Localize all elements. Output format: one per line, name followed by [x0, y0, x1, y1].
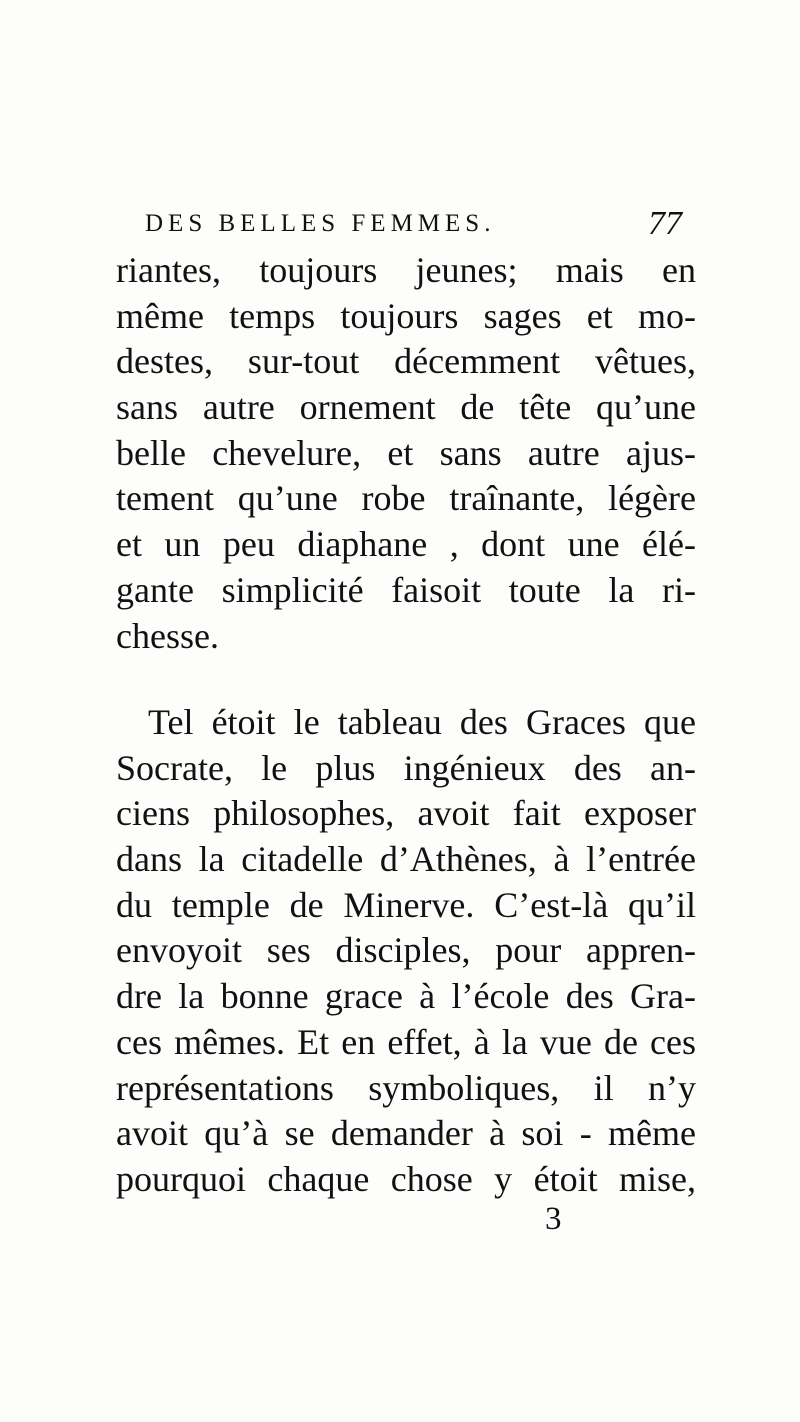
text-line: belle chevelure, et sans autre ajus-	[116, 432, 696, 473]
text-line: chesse.	[116, 615, 219, 656]
text-line: représentations symboliques, il n’y	[116, 1067, 696, 1108]
text-line: avoit qu’à se demander à soi - même	[116, 1113, 696, 1154]
text-line: dre la bonne grace à l’école des Gra-	[116, 976, 696, 1017]
text-line: tement qu’une robe traînante, légère	[116, 478, 696, 519]
text-line: pourquoi chaque chose y étoit mise,	[116, 1158, 696, 1199]
text-line: gante simplicité faisoit toute la ri-	[116, 569, 696, 610]
text-line: même temps toujours sages et mo-	[116, 295, 696, 336]
text-line: sans autre ornement de tête qu’une	[116, 387, 696, 428]
text-line: ciens philosophes, avoit fait exposer	[116, 793, 696, 834]
running-head	[145, 202, 690, 246]
text-line: Tel étoit le tableau des Graces que	[148, 702, 696, 742]
paragraph-continuation	[116, 248, 696, 659]
text-line: et un peu diaphane , dont une élé-	[116, 524, 696, 565]
text-line: ces mêmes. Et en effet, à la vue de ces	[116, 1021, 696, 1062]
text-line: destes, sur-tout décemment vêtues,	[116, 341, 696, 382]
text-line: Socrate, le plus ingénieux des an-	[116, 747, 696, 788]
page-number: 77	[648, 205, 682, 242]
running-title: DES BELLES FEMMES.	[145, 210, 496, 237]
signature-mark: 3	[545, 1201, 562, 1237]
paragraph-socrate	[116, 700, 696, 1203]
text-line: envoyoit ses disciples, pour appren-	[116, 930, 696, 971]
text-line: dans la citadelle d’Athènes, à l’entrée	[116, 839, 696, 880]
text-line: riantes, toujours jeunes; mais en	[116, 250, 696, 290]
text-line: du temple de Minerve. C’est-là qu’il	[116, 884, 696, 925]
